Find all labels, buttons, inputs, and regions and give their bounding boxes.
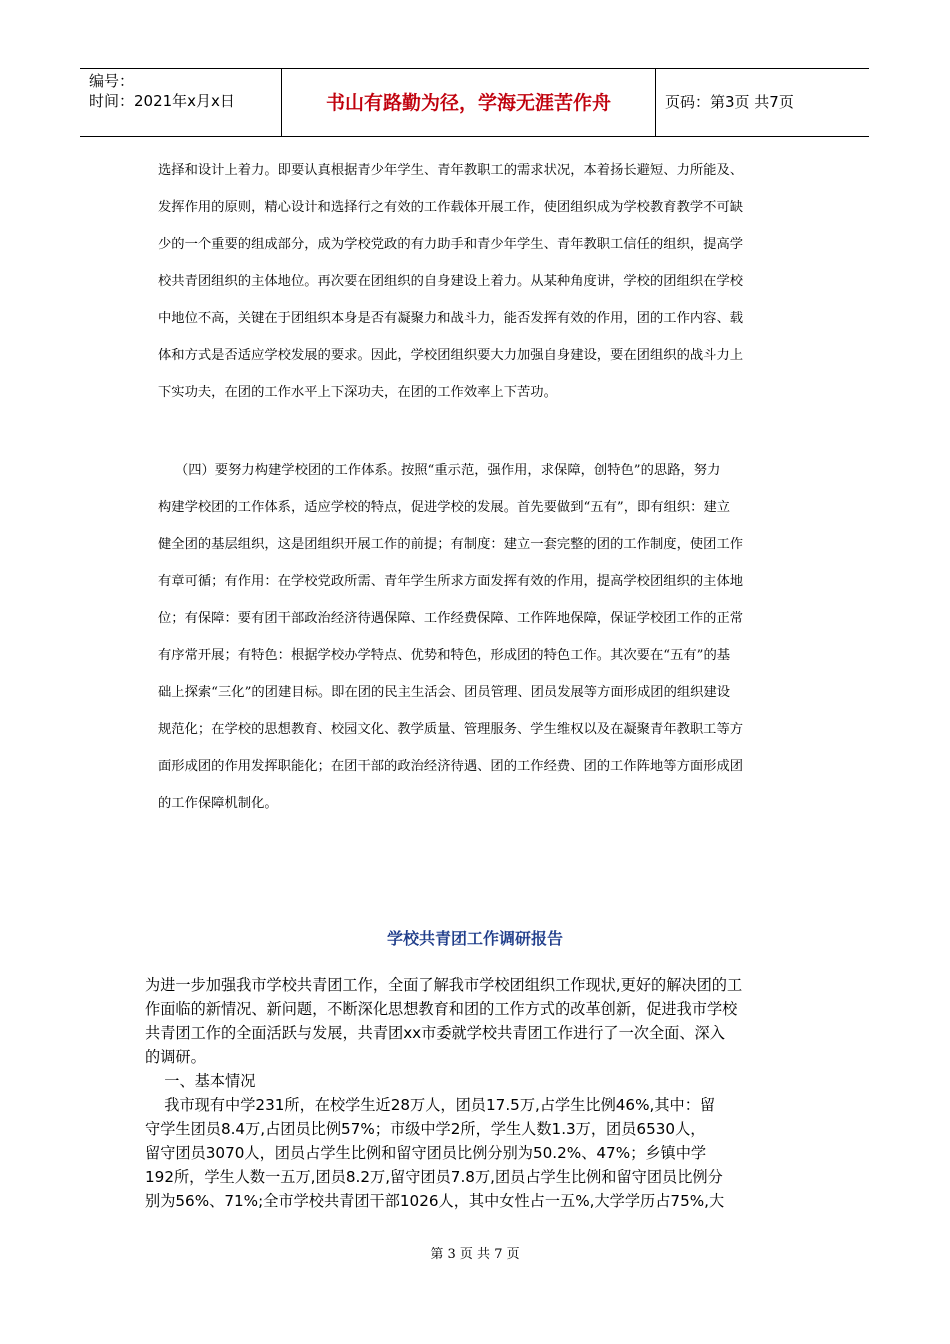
paragraph-line: （四）要努力构建学校团的工作体系。按照“重示范，强作用，求保障，创特色”的思路，努力 (158, 463, 721, 478)
paragraph-line: 构建学校团的工作体系，适应学校的特点，促进学校的发展。首先要做到“五有”，即有组织：建立 (158, 500, 731, 515)
paragraph-line: 健全团的基层组织，这是团组织开展工作的前提；有制度：建立一套完整的团的工作制度，使团工作 (158, 537, 744, 552)
paragraph-line: 别为56%、71%;全市学校共青团干部1026人，其中女性占一五%,大学学历占75%,大 (145, 1192, 725, 1210)
paragraph-line: 中地位不高，关键在于团组织本身是否有凝聚力和战斗力，能否发挥有效的作用，团的工作内容、载 (158, 311, 744, 326)
paragraph-line: 础上探索“三化”的团建目标。即在团的民主生活会、团员管理、团员发展等方面形成团的组织建设 (158, 685, 731, 700)
header-page-cell (655, 69, 869, 136)
paragraph-line: 为进一步加强我市学校共青团工作，全面了解我市学校团组织工作现状,更好的解决团的工 (145, 976, 743, 994)
header-table (80, 68, 869, 137)
paragraph-line: 作面临的新情况、新问题，不断深化思想教育和团的工作方式的改革创新，促进我市学校 (145, 1000, 738, 1018)
paragraph-line: 我市现有中学231所，在校学生近28万人，团员17.5万,占学生比例46%,其中：留 (145, 1096, 716, 1114)
paragraph-line: 发挥作用的原则，精心设计和选择行之有效的工作载体开展工作，使团组织成为学校教育教学不可缺 (158, 200, 744, 215)
page-info: 页码：第3页 共7页 (665, 93, 794, 111)
paragraph-line: 的工作保障机制化。 (158, 796, 278, 811)
paragraph-line: 选择和设计上着力。即要认真根据青少年学生、青年教职工的需求状况，本着扬长避短、力所能及、 (158, 163, 744, 178)
header-info-cell (80, 69, 280, 136)
section-heading: 一、基本情况 (145, 1072, 256, 1090)
paragraph-line: 有章可循；有作用：在学校党政所需、青年学生所求方面发挥有效的作用，提高学校团组织的主体地 (158, 574, 744, 589)
paragraph-line: 体和方式是否适应学校发展的要求。因此，学校团组织要大力加强自身建设，要在团组织的战斗力上 (158, 348, 744, 363)
number-label: 编号： (89, 72, 135, 90)
paragraph-line: 留守团员3070人，团员占学生比例和留守团员比例分别为50.2%、47%；乡镇中学 (145, 1144, 707, 1162)
report-title: 学校共青团工作调研报告 (386, 929, 563, 948)
header-motto-cell (281, 69, 656, 136)
page-footer: 第 3 页 共 7 页 (430, 1247, 520, 1262)
motto-text: 书山有路勤为径，学海无涯苦作舟 (325, 92, 611, 114)
paragraph-line: 下实功夫，在团的工作水平上下深功夫，在团的工作效率上下苦功。 (158, 385, 557, 400)
paragraph-line: 规范化；在学校的思想教育、校园文化、教学质量、管理服务、学生维权以及在凝聚青年教职工等方 (158, 722, 744, 737)
paragraph-line: 守学生团员8.4万,占团员比例57%；市级中学2所，学生人数1.3万，团员6530人， (145, 1120, 706, 1138)
paragraph-line: 的调研。 (145, 1048, 206, 1066)
date-label: 时间：2021年x月x日 (89, 92, 235, 110)
paragraph-line: 有序常开展；有特色：根据学校办学特点、优势和特色，形成团的特色工作。其次要在“五有”的基 (158, 648, 731, 663)
paragraph-line: 位；有保障：要有团干部政治经济待遇保障、工作经费保障、工作阵地保障，保证学校团工作的正常 (158, 611, 744, 626)
paragraph-line: 少的一个重要的组成部分，成为学校党政的有力助手和青少年学生、青年教职工信任的组织，提高学 (158, 237, 744, 252)
paragraph-line: 校共青团组织的主体地位。再次要在团组织的自身建设上着力。从某种角度讲，学校的团组织在学校 (158, 274, 744, 289)
paragraph-line: 共青团工作的全面活跃与发展，共青团xx市委就学校共青团工作进行了一次全面、深入 (145, 1024, 725, 1042)
paragraph-line: 面形成团的作用发挥职能化；在团干部的政治经济待遇、团的工作经费、团的工作阵地等方面形成团 (158, 759, 744, 774)
paragraph-line: 192所，学生人数一五万,团员8.2万,留守团员7.8万,团员占学生比例和留守团员比例分 (145, 1168, 723, 1186)
